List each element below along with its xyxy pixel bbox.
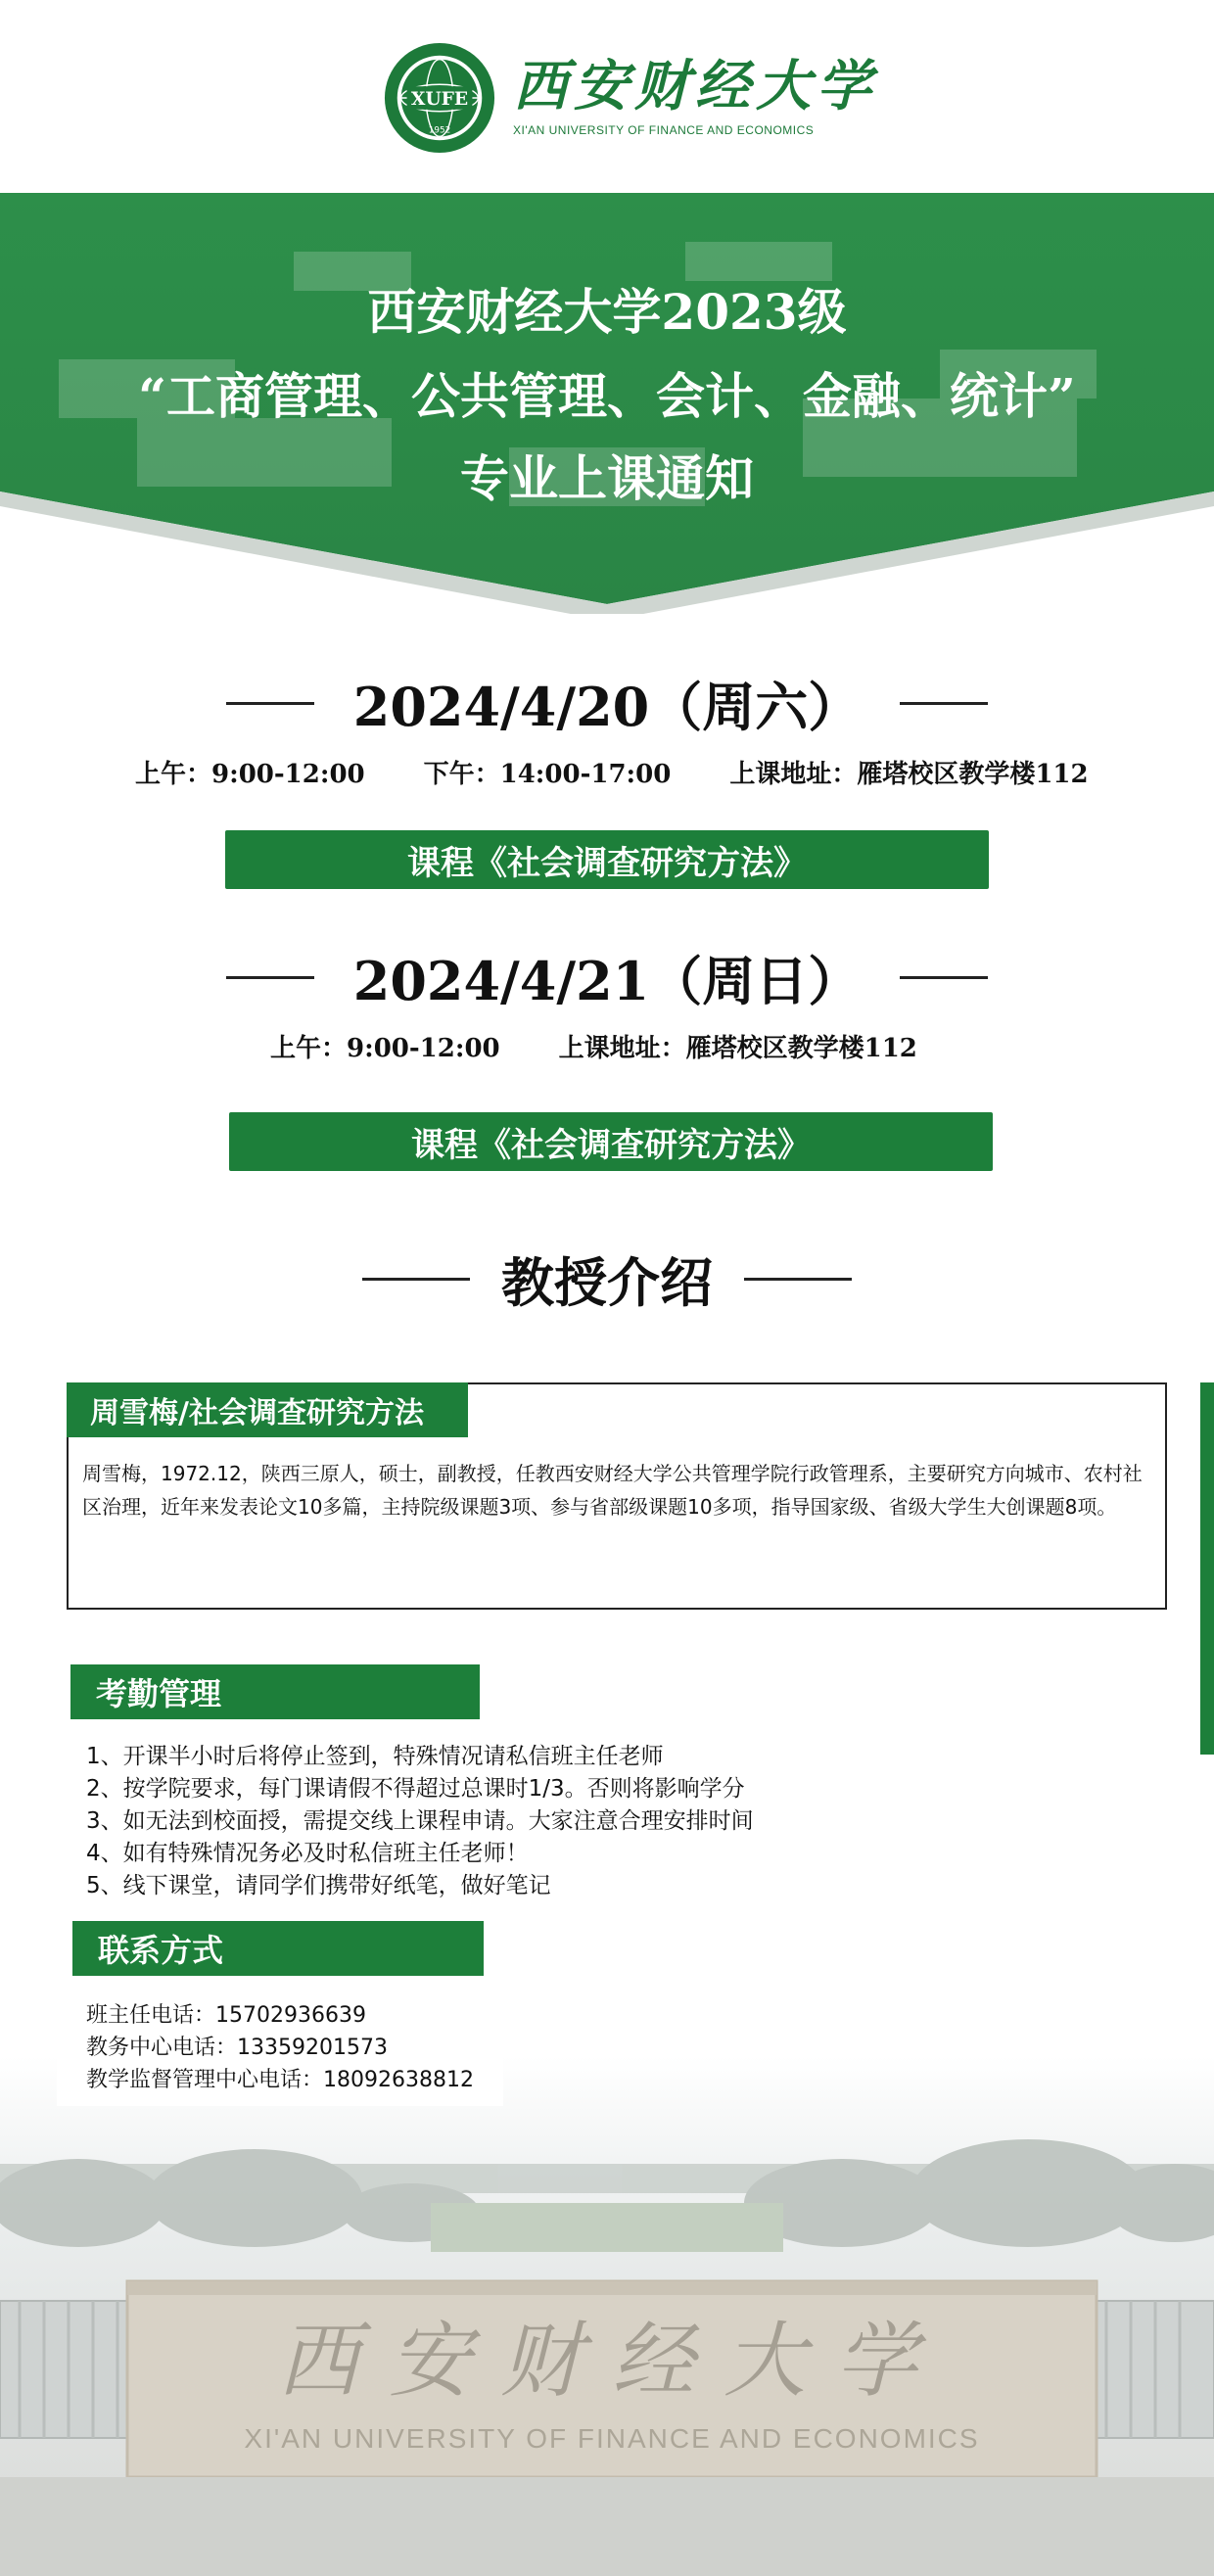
banner-title-line-3: 专业上课通知 [460,449,754,507]
banner-title-line-1: 西安财经大学2023级 [367,283,847,341]
dash-left [226,702,314,705]
emblem-text: XUFE [410,87,469,110]
contact-item: 班主任电话：15702936639 [86,2003,366,2028]
logo-english-name: XI'AN UNIVERSITY OF FINANCE AND ECONOMICS [513,123,815,137]
header-banner [0,193,1214,614]
attendance-title: 考勤管理 [70,1664,480,1719]
side-accent-strip [1200,1382,1214,1755]
emblem-year: 1952 [428,125,451,136]
dash-left [226,976,314,979]
date-day2: 2024/4/21（周日） [352,950,862,1012]
university-logo [382,39,877,157]
rule-item: 2、按学院要求，每门课请假不得超过总课时1/3。否则将影响学分 [86,1776,745,1802]
professor-description: 周雪梅，1972.12，陕西三原人，硕士，副教授，任教西安财经大学公共管理学院行政管理系，主要研究方向城市、农村社区治理，近年来发表论文10多篇，主持院级课题3项、参与省部级课题10多项，指导国家级、省级大学生大创课题8项。 [82,1462,1143,1519]
schedule-day1 [135,754,1147,790]
banner-title-line-2: “工商管理、公共管理、会计、金融、统计” [138,367,1076,425]
course-bar-day1: 课程《社会调查研究方法》 [225,830,989,889]
campus-gate-photo [0,2056,1214,2576]
campus-gate-illustration [0,2056,1214,2576]
contact-item: 教学监督管理中心电话：18092638812 [86,2068,474,2092]
class-location: 上课地址：雁塔校区教学楼112 [729,760,1089,789]
date-day1: 2024/4/20（周六） [352,676,862,738]
rule-item: 1、开课半小时后将停止签到，特殊情况请私信班主任老师 [86,1744,664,1769]
course-bar-day2: 课程《社会调查研究方法》 [229,1112,993,1171]
contact-title: 联系方式 [72,1921,484,1976]
rule-item: 4、如有特殊情况务必及时私信班主任老师！ [86,1841,529,1866]
professor-section-title: 教授介绍 [501,1251,713,1314]
professor-section-heading [0,1241,1214,1317]
dash-right [744,1278,852,1281]
contact-item: 教务中心电话：13359201573 [86,2036,388,2060]
date-heading-day2 [0,940,1214,1015]
morning-time: 上午：9:00-12:00 [135,760,365,789]
schedule-day2 [270,1028,976,1064]
dash-right [900,976,988,979]
morning-time: 上午：9:00-12:00 [270,1034,500,1063]
class-location: 上课地址：雁塔校区教学楼112 [558,1034,917,1063]
gate-english-name: XI'AN UNIVERSITY OF FINANCE AND ECONOMICS [244,2423,980,2454]
professor-name-tag: 周雪梅/社会调查研究方法 [67,1382,468,1437]
university-emblem-icon [382,40,497,156]
gate-chinese-name: 西安财经大学 [276,2313,948,2409]
rule-item: 5、线下课堂，请同学们携带好纸笔，做好笔记 [86,1873,551,1898]
attendance-rules [86,1741,754,1902]
dash-right [900,702,988,705]
afternoon-time: 下午：14:00-17:00 [423,760,672,789]
rule-item: 3、如无法到校面授，需提交线上课程申请。大家注意合理安排时间 [86,1808,754,1834]
date-heading-day1 [0,666,1214,741]
contact-list [57,1990,503,2106]
dash-left [362,1278,470,1281]
logo-chinese-name: 西安财经大学 [513,54,877,118]
